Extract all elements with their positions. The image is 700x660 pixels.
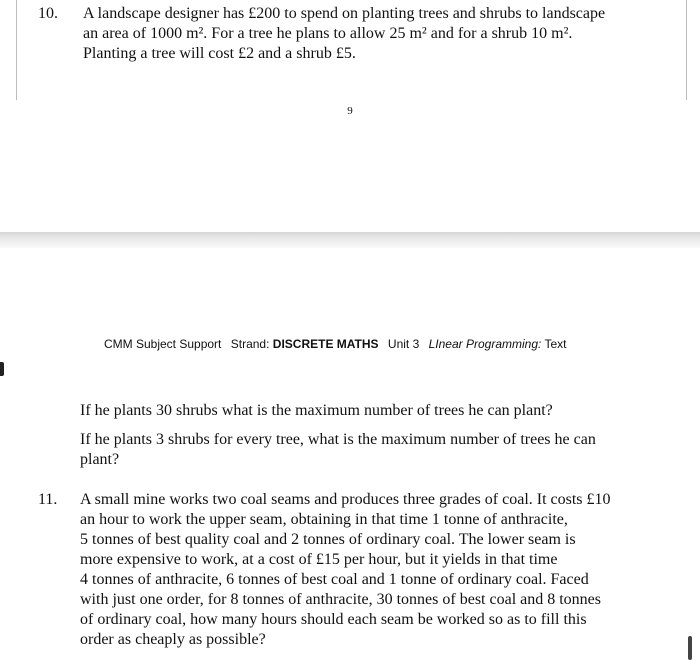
running-header	[104, 337, 566, 351]
page-separator	[0, 232, 700, 248]
question-10-line: A landscape designer has £200 to spend on planting trees and shrubs to landscape	[83, 5, 606, 22]
page-number: 9	[347, 105, 353, 117]
question-10-line: an area of 1000 m². For a tree he plans to allow 25 m² and for a shrub 10 m².	[83, 25, 573, 42]
question-11-text	[80, 490, 611, 650]
question-10-part-1-line: If he plants 30 shrubs what is the maximum number of trees he can plant?	[80, 402, 553, 419]
question-11-line: an hour to work the upper seam, obtaining in that time 1 tonne of anthracite,	[80, 511, 568, 528]
header-strand-label: Strand:	[230, 337, 270, 351]
question-11-line: with just one order, for 8 tonnes of anthracite, 30 tonnes of best coal and 8 tonnes	[80, 591, 602, 608]
question-10-part-2	[80, 430, 596, 470]
header-title-suffix: Text	[544, 337, 567, 351]
page-top	[0, 0, 700, 232]
header-unit: Unit 3	[387, 337, 420, 351]
question-number-11: 11.	[38, 491, 58, 508]
header-title: LInear Programming:	[428, 337, 542, 351]
scrollbar-thumb[interactable]	[688, 636, 692, 660]
question-11-line: more expensive to work, at a cost of £15 per hour, but it yields in that time	[80, 551, 558, 568]
question-10-part-2-line: If he plants 3 shrubs for every tree, what is the maximum number of trees he can	[80, 431, 596, 448]
question-10-part-2-line: plant?	[80, 451, 120, 468]
question-11-line: of ordinary coal, how many hours should each seam be worked so as to fill this	[80, 611, 587, 628]
page-right-edge	[686, 0, 687, 100]
question-11-line: 4 tonnes of anthracite, 6 tonnes of best coal and 1 tonne of ordinary coal. Faced	[80, 571, 589, 588]
header-strand: DISCRETE MATHS	[272, 337, 379, 351]
edge-marker	[0, 362, 4, 376]
question-10-line: Planting a tree will cost £2 and a shrub £5.	[83, 45, 356, 62]
question-11-line: order as cheaply as possible?	[80, 631, 266, 648]
question-11-line: A small mine works two coal seams and produces three grades of coal. It costs £10	[80, 491, 611, 508]
question-11-line: 5 tonnes of best quality coal and 2 tonnes of ordinary coal. The lower seam is	[80, 531, 576, 548]
question-10-part-1	[80, 401, 553, 421]
question-10-text	[83, 4, 605, 64]
page-left-edge	[16, 0, 17, 100]
question-number-10: 10.	[38, 5, 58, 22]
header-subject: CMM Subject Support	[104, 337, 222, 351]
